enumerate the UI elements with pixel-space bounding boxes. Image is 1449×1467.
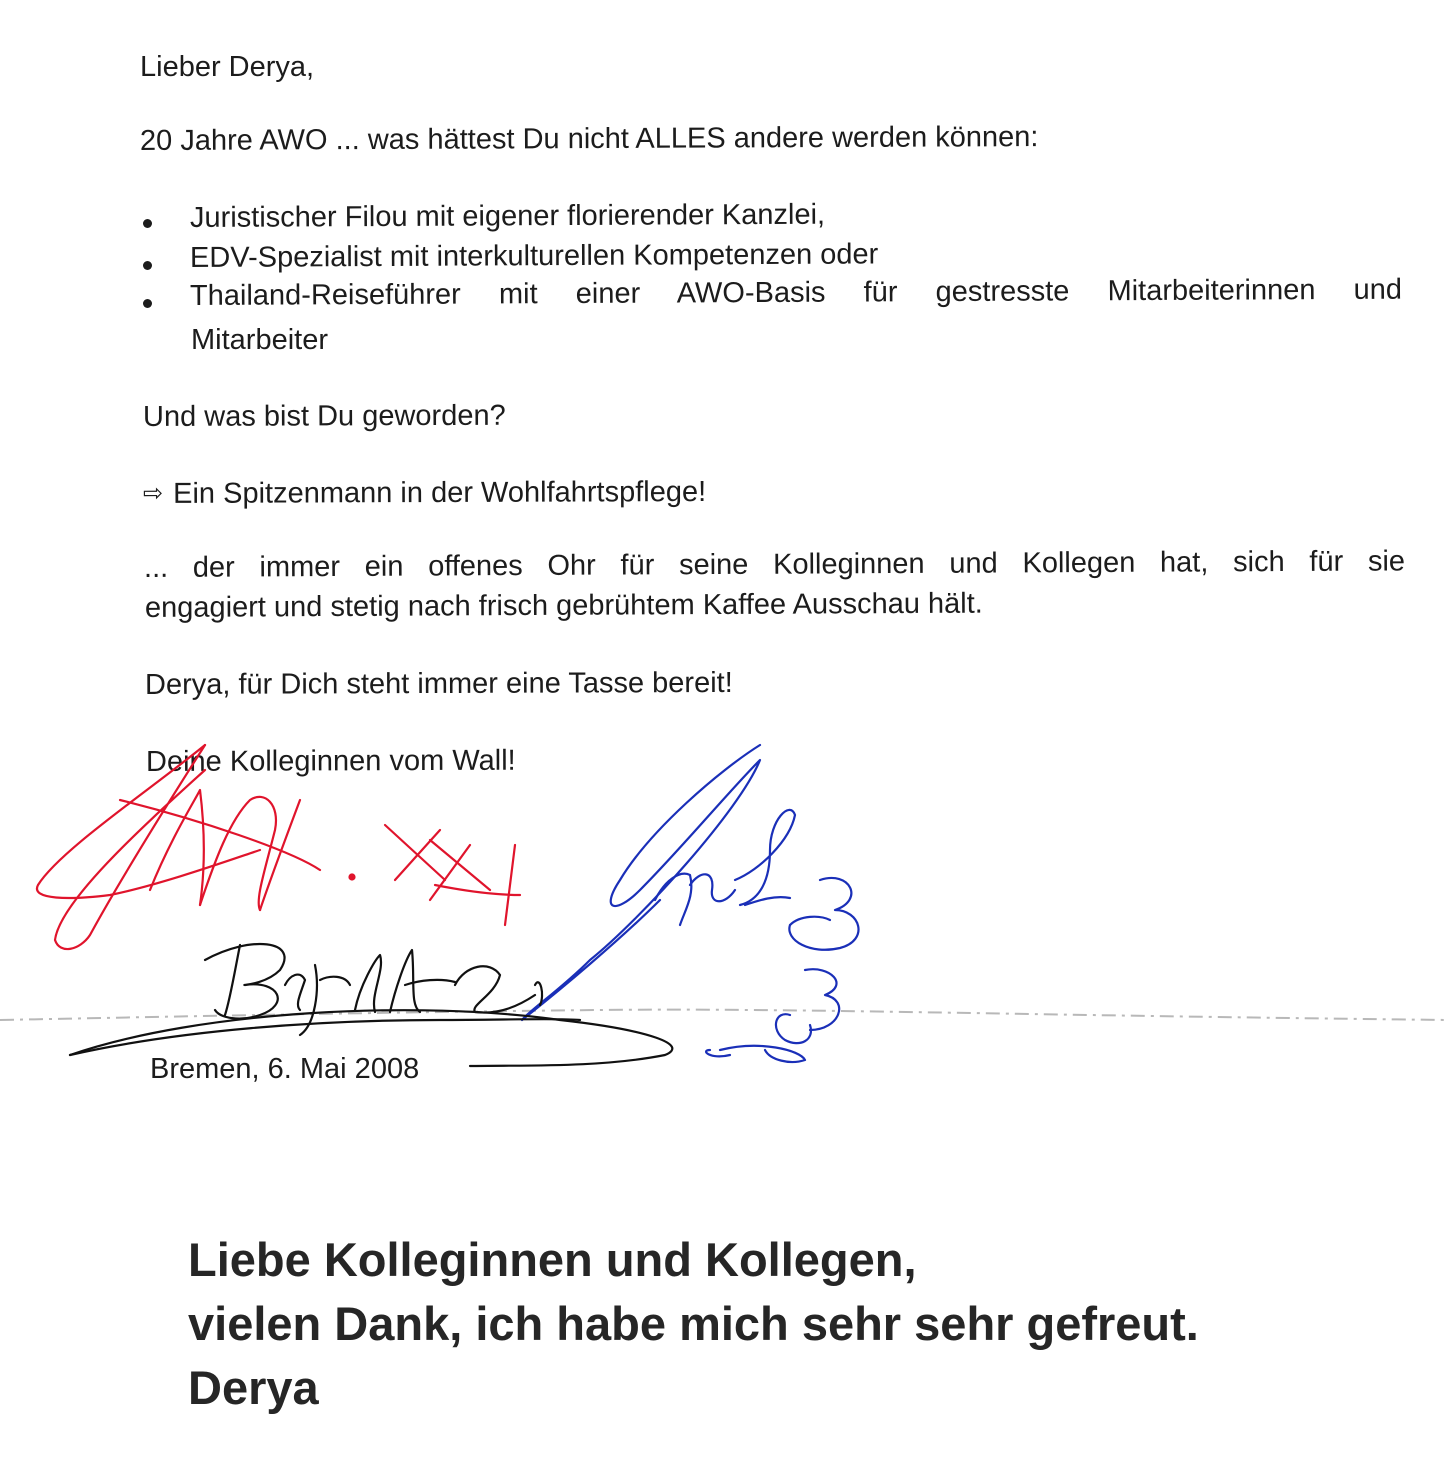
- paragraph-line: engagiert und stetig nach frisch gebrühtem Kaffee Ausschau hält.: [144, 587, 983, 624]
- right-arrow-icon: ⇨: [142, 479, 164, 507]
- reply-line: Liebe Kolleginnen und Kollegen,: [188, 1233, 917, 1286]
- cup-line: Derya, für Dich steht immer eine Tasse bereit!: [144, 666, 733, 701]
- closing: Deine Kolleginnen vom Wall!: [145, 744, 516, 778]
- bullet-item-continuation: Mitarbeiter: [191, 324, 328, 356]
- answer-text: Ein Spitzenmann in der Wohlfahrtspflege!: [173, 476, 707, 510]
- paragraph-line: ... der immer ein offenes Ohr für seine Kolleginnen und Kollegen hat, sich für sie: [143, 545, 1406, 584]
- bullet-dot: [143, 219, 152, 228]
- reply-line: vielen Dank, ich habe mich sehr sehr gefreut.: [188, 1297, 1199, 1350]
- bullet-item: Juristischer Filou mit eigener florierender Kanzlei,: [189, 198, 826, 234]
- bullet-item: Thailand-Reiseführer mit einer AWO-Basis für gestresste Mitarbeiterinnen und: [189, 273, 1403, 312]
- intro-line: 20 Jahre AWO ... was hättest Du nicht ALLES andere werden können:: [139, 121, 1039, 157]
- reply-note: [188, 1228, 1199, 1420]
- bullet-dot: [143, 299, 152, 308]
- greeting: Lieber Derya,: [140, 51, 315, 83]
- bullet-dot: [143, 261, 152, 270]
- question: Und was bist Du geworden?: [142, 399, 506, 433]
- answer-line: [143, 475, 706, 513]
- reply-signoff: Derya: [188, 1361, 319, 1414]
- place-date: Bremen, 6. Mai 2008: [150, 1053, 420, 1085]
- bullet-item: EDV-Spezialist mit interkulturellen Kompetenzen oder: [189, 238, 879, 274]
